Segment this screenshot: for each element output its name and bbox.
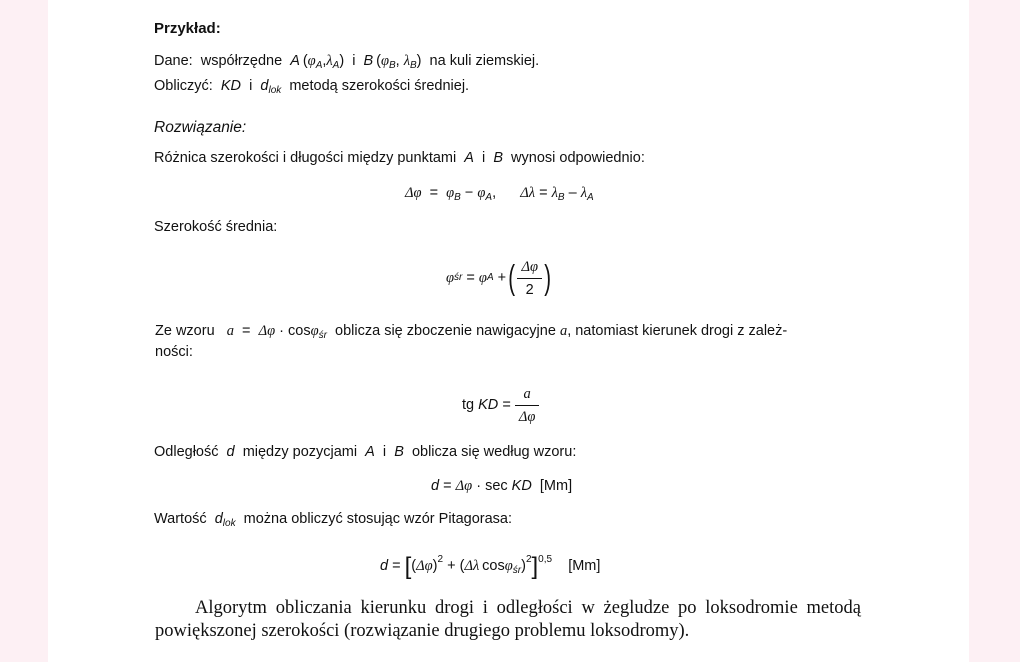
eq1-sub-a: A xyxy=(485,192,493,203)
formula-sub-sr: śr xyxy=(318,330,327,341)
eq1-lambda-sub-b: B xyxy=(557,192,565,203)
eq3-numerator: a xyxy=(515,385,540,406)
eq5-phi: φ xyxy=(504,558,513,574)
distance-d: d xyxy=(226,444,235,460)
phi-symbol: φ xyxy=(307,53,316,69)
eq1-lambda-a: λ xyxy=(580,185,587,201)
difference-line xyxy=(154,149,645,167)
eq1-delta-lambda: Δλ xyxy=(520,185,536,201)
given-text: współrzędne xyxy=(200,53,283,69)
formula-delta-phi: Δφ xyxy=(258,323,276,339)
eq2-denominator: 2 xyxy=(525,281,534,298)
eq1-lambda-sub-a: A xyxy=(586,192,594,203)
lambda-symbol-b: λ xyxy=(403,53,410,69)
eq5-cos: cos xyxy=(482,558,505,574)
eq5-exp-05: 0,5 xyxy=(538,554,553,565)
compute-suffix: metodą szerokości średniej. xyxy=(289,78,470,94)
given-suffix: na kuli ziemskiej. xyxy=(429,53,540,69)
eq5-sub-sr: śr xyxy=(512,565,522,576)
diff-point-a: A xyxy=(464,150,474,166)
equation-mean-latitude: φ śr = φ A + ( $\frac{\Delta\varphi}{2}$ ) xyxy=(446,258,552,298)
eq1-lambda-b: λ xyxy=(551,185,558,201)
eq1-minus: − xyxy=(464,185,474,201)
eq5-equals: = xyxy=(392,558,401,574)
formula-line2: ności: xyxy=(155,344,193,360)
given-line: Dane: współrzędne A $(\varphi_A,\lambda_A)$ i B ($\varphi_B$, $\lambda_B$) na kuli ziemskiej. xyxy=(154,53,540,71)
equation-distance xyxy=(431,477,572,495)
formula-equals: = xyxy=(242,323,251,339)
lambda-sub-b: B xyxy=(409,60,417,71)
equation-pythagoras: $d = [(\Delta\varphi)^2 + (\Delta\lambda$ cosφ$_{śr}$)$^2$]$^{0,5}$ [Mm] xyxy=(380,553,601,580)
eq5-delta-phi: Δφ xyxy=(416,558,433,574)
eq3-kd: KD xyxy=(478,397,499,413)
formula-cos: cos xyxy=(288,323,311,339)
eq2-equals: = xyxy=(466,270,475,286)
phi-symbol-b: φ xyxy=(380,53,389,69)
pythagoras-suffix: można obliczyć stosując wzór Pitagorasa: xyxy=(243,511,513,527)
formula-a: a xyxy=(226,323,234,339)
eq5-exp-2b: 2 xyxy=(525,554,532,565)
phi-sub-b: B xyxy=(388,60,396,71)
eq1-comma: , xyxy=(492,185,497,201)
eq5-d: d xyxy=(380,558,389,574)
given-and: i xyxy=(352,53,356,69)
solution-label: Rozwiązanie: xyxy=(154,119,247,136)
lambda-sub-a: A xyxy=(332,60,340,71)
compute-and: i xyxy=(249,78,253,94)
eq4-dot: · xyxy=(476,478,482,494)
distance-a: A xyxy=(365,444,375,460)
diff-point-b: B xyxy=(493,150,503,166)
eq1-phi-b: φ xyxy=(446,185,455,201)
eq4-d: d xyxy=(431,478,440,494)
eq5-right-bracket: ] xyxy=(531,553,539,580)
eq1-equals: = xyxy=(429,185,439,201)
lambda-symbol: λ xyxy=(326,53,333,69)
eq2-phi: φ xyxy=(446,270,455,286)
eq2-numerator: Δφ xyxy=(517,258,542,279)
compute-line xyxy=(154,77,469,95)
eq1-delta-phi: Δφ xyxy=(405,185,422,201)
eq2-phi-a: φ xyxy=(478,270,487,286)
formula-mid-text: oblicza się zboczenie nawigacyjne xyxy=(335,323,556,339)
eq2-fraction xyxy=(517,258,542,299)
formula-dot: · xyxy=(279,323,284,339)
eq1-sub-b: B xyxy=(454,192,461,203)
diff-and: i xyxy=(482,150,486,166)
eq5-left-bracket: [ xyxy=(404,553,412,580)
pythagoras-prefix: Wartość xyxy=(154,511,207,527)
eq4-unit: [Mm] xyxy=(539,478,573,494)
equation-course xyxy=(462,383,539,427)
eq5-exp-2: 2 xyxy=(437,554,444,565)
eq4-equals: = xyxy=(443,478,452,494)
distance-prefix: Odległość xyxy=(154,444,219,460)
eq3-denominator: Δφ xyxy=(518,408,536,425)
example-heading: Przykład: xyxy=(154,20,221,37)
formula-prefix: Ze wzoru xyxy=(155,323,215,339)
phi-sub-a: A xyxy=(315,60,323,71)
formula-end-text: , natomiast kierunek drogi z zależ- xyxy=(567,323,788,339)
distance-b: B xyxy=(394,444,404,460)
distance-and: i xyxy=(382,444,387,460)
eq5-delta-lambda: Δλ xyxy=(464,558,480,574)
d-sub-lok: lok xyxy=(268,85,282,96)
distance-line xyxy=(154,443,576,461)
eq5-unit: [Mm] xyxy=(568,558,601,574)
kd-symbol: KD xyxy=(220,78,242,94)
distance-mid: między pozycjami xyxy=(242,444,358,460)
mean-latitude-label: Szerokość średnia: xyxy=(154,219,278,235)
eq1-minus-2: – xyxy=(568,185,577,201)
eq1-phi-a: φ xyxy=(477,185,486,201)
point-b: B xyxy=(363,53,374,69)
eq2-plus: + xyxy=(497,270,507,286)
eq4-delta-phi: Δφ xyxy=(455,478,473,494)
equation-differences xyxy=(405,184,594,202)
eq3-tg: tg xyxy=(462,397,475,413)
compute-label: Obliczyć: xyxy=(154,78,213,94)
eq3-equals: = xyxy=(502,397,511,413)
algorithm-paragraph: Algorytm obliczania kierunku drogi i odległości w żegludze po loksodromie metodą powiększonej szerokości (rozwiązanie drugiego problemu loksodromy). xyxy=(155,598,861,641)
eq4-kd: KD xyxy=(511,478,532,494)
document-page xyxy=(48,0,969,662)
diff-suffix: wynosi odpowiednio: xyxy=(511,150,645,166)
given-label: Dane: xyxy=(154,53,193,69)
eq1-equals-2: = xyxy=(539,185,548,201)
formula-phi: φ xyxy=(310,323,319,339)
eq5-plus: + xyxy=(447,558,456,574)
point-a: A xyxy=(290,53,300,69)
eq3-fraction xyxy=(515,385,540,426)
difference-text: Różnica szerokości i długości między punktami xyxy=(154,150,457,166)
formula-a2: a xyxy=(559,323,568,339)
pythagoras-line xyxy=(154,510,512,528)
pythagoras-d: d xyxy=(214,511,223,527)
eq4-sec: sec xyxy=(485,478,508,494)
d-symbol: d xyxy=(260,78,269,94)
distance-suffix: oblicza się według wzoru: xyxy=(411,444,577,460)
pythagoras-d-sub: lok xyxy=(222,518,236,529)
formula-paragraph xyxy=(155,321,861,363)
